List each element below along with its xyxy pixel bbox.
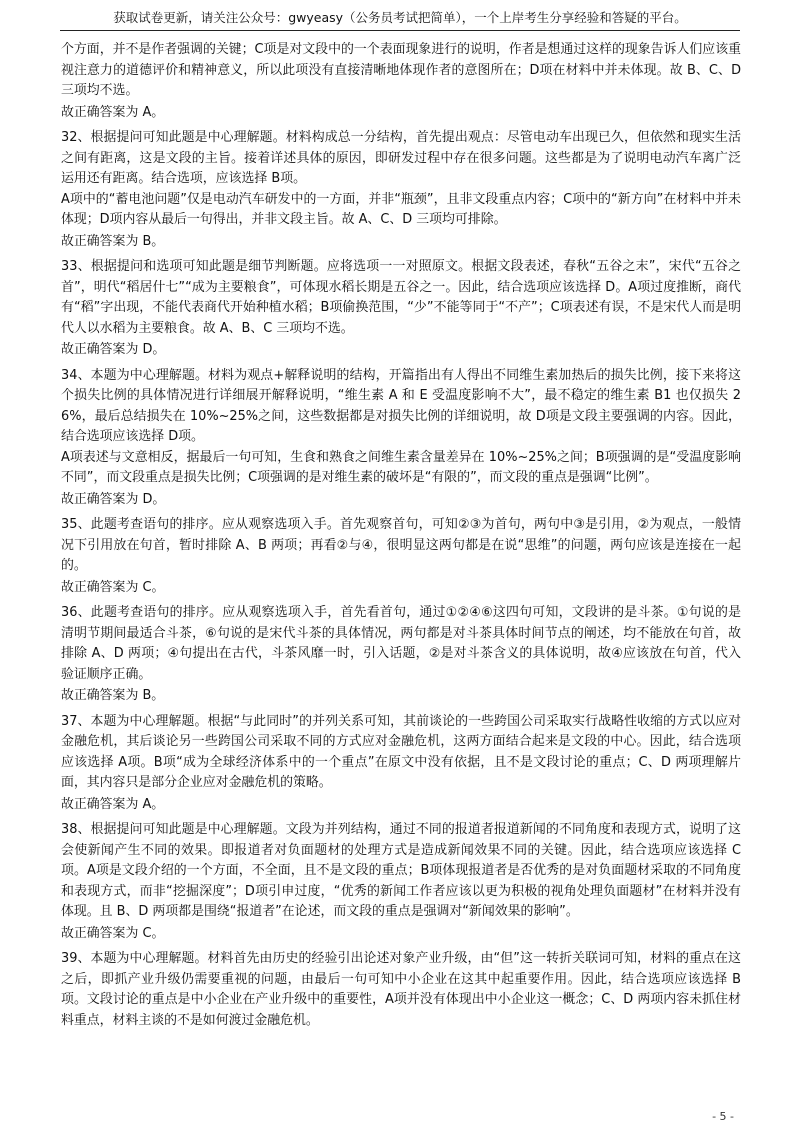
page-number: - 5 - [712,1110,734,1123]
paragraph-39: 39、本题为中心理解题。材料首先由历史的经验引出论述对象产业升级，由“但”这一转折关联词可知，材料的重点在这之后，即抓产业升级仍需要重视的问题，由最后一句可知中小企业在这其中起重要作用。因此，结合选项应该选择 B项。文段讨论的重点是中小企业在产业升级中的重要性，A项并没有体现出中小企业这一概念；C、D 两项内容未抓住材料重点，材料主谈的不是如何渡过金融危机。 [61,951,741,1028]
paragraph-36: 36、此题考查语句的排序。应从观察选项入手，首先看首句，通过①②④⑥这四句可知，文段讲的是斗茶。①句说的是清明节期间最适合斗茶，⑥句说的是宋代斗茶的具体情况，两句都是对斗茶具体时间节点的阐述，均不能放在句首，故排除 A、D 两项；④句提出在古代，斗茶风靡一时，引入话题，②是对斗茶含义的具体说明，故④应该放在句首，代入验证顺序正确。 [61,605,741,682]
paragraph-32-options: A项中的“蓄电池问题”仅是电动汽车研发中的一方面，并非“瓶颈”，且非文段重点内容；C项中的“新方向”在材料中并未体现；D项内容从最后一句得出，并非文段主旨。故 A、C、D 三项均可排除。 [61,191,741,227]
page-header: 获取试卷更新，请关注公众号：gwyeasy（公务员考试把简单），一个上岸考生分享经验和答疑的平台。 [113,10,687,25]
answer-33: 故正确答案为 D。 [61,342,166,357]
paragraph-34: 34、本题为中心理解题。材料为观点+解释说明的结构，开篇指出有人得出不同维生素加热后的损失比例，接下来将这个损失比例的具体情况进行详细展开解释说明，“维生素 A 和 E 受温度影响不大”，最不稳定的维生素 B1 也仅损失 26%，最后总结损失在 10%~25%之间，这些数据都是对损失比例的详细说明，故 D项是文段主要强调的内容。因此，结合选项应该选择 D项。 [61,367,741,444]
paragraph-32: 32、根据提问可知此题是中心理解题。材料构成总一分结构，首先提出观点：尽管电动车出现已久，但依然和现实生活之间有距离，这是文段的主旨。接着详述具体的原因，即研发过程中存在很多问题。这些都是为了说明电动汽车离广泛运用还有距离。结合选项，应该选择 B项。 [61,130,741,186]
paragraph-31-continued: 个方面，并不是作者强调的关键；C项是对文段中的一个表面现象进行的说明，作者是想通过这样的现象告诉人们应该重视注意力的道德评价和精神意义，所以此项没有直接清晰地体现作者的意图所在；D项在材料中并未体现。故 B、C、D 三项均不选。 [61,42,741,98]
paragraph-33: 33、根据提问和选项可知此题是细节判断题。应将选项一一对照原文。根据文段表述，春秋“五谷之末”，宋代“五谷之首”，明代“稻居什七”“成为主要粮食”，可体现水稻长期是五谷之一。因此，结合选项应该选择 D。A项过度推断，商代有“稻”字出现，不能代表商代开始种植水稻；B项偷换范围，“少”不能等同于“不产”；C项表述有误，不是宋代人而是明代人以水稻为主要粮食。故 A、B、C 三项均不选。 [61,259,741,336]
paragraph-38: 38、根据提问可知此题是中心理解题。文段为并列结构，通过不同的报道者报道新闻的不同角度和表现方式，说明了这会使新闻产生不同的效果。即报道者对负面题材的处理方式是造成新闻效果不同的关键。因此，结合选项应该选择 C项。A项是文段介绍的一个方面，不全面，且不是文段的重点；B项体现报道者是否优秀的是对负面题材采取的不同角度和表现方式，而非“挖掘深度”；D项引申过度，“优秀的新闻工作者应该以更为积极的视角处理负面题材”在材料并没有体现。且 B、D 两项都是围绕“报道者”在论述，而文段的重点是强调对“新闻效果的影响”。 [61,822,741,919]
answer-35: 故正确答案为 C。 [61,579,165,595]
answer-38: 故正确答案为 C。 [61,925,165,941]
answer-37: 故正确答案为 A。 [61,796,165,812]
answer-content [61,40,741,1031]
answer-32: 故正确答案为 B。 [61,233,165,249]
paragraph-34-options: A项表述与文意相反，据最后一句可知，生食和熟食之间维生素含量差异在 10%~25%之间；B项强调的是“受温度影响不同”，而文段重点是损失比例；C项强调的是对维生素的破坏是“有限的”，而文段的重点是强调“比例”。 [61,449,741,485]
header-rule [60,30,740,31]
paragraph-37: 37、本题为中心理解题。根据“与此同时”的并列关系可知，其前谈论的一些跨国公司采取实行战略性收缩的方式以应对金融危机，其后谈论另一些跨国公司采取不同的方式应对金融危机，这两方面结合起来是文段的中心。因此，结合选项应该选择 A项。B项“成为全球经济体系中的一个重点”在原文中没有依据，且不是文段讨论的重点；C、D 两项理解片面，其内容只是部分企业应对金融危机的策略。 [61,713,741,790]
answer-34: 故正确答案为 D。 [61,491,166,507]
answer-36: 故正确答案为 B。 [61,688,165,703]
paragraph-35: 35、此题考查语句的排序。应从观察选项入手。首先观察首句，可知②③为首句，两句中③是引用，②为观点，一般情况下引用放在句首，暂时排除 A、B 两项；再看②与④，很明显这两句都是在说“思维”的问题，两句应该是连接在一起的。 [61,517,741,573]
answer-31: 故正确答案为 A。 [61,104,165,120]
